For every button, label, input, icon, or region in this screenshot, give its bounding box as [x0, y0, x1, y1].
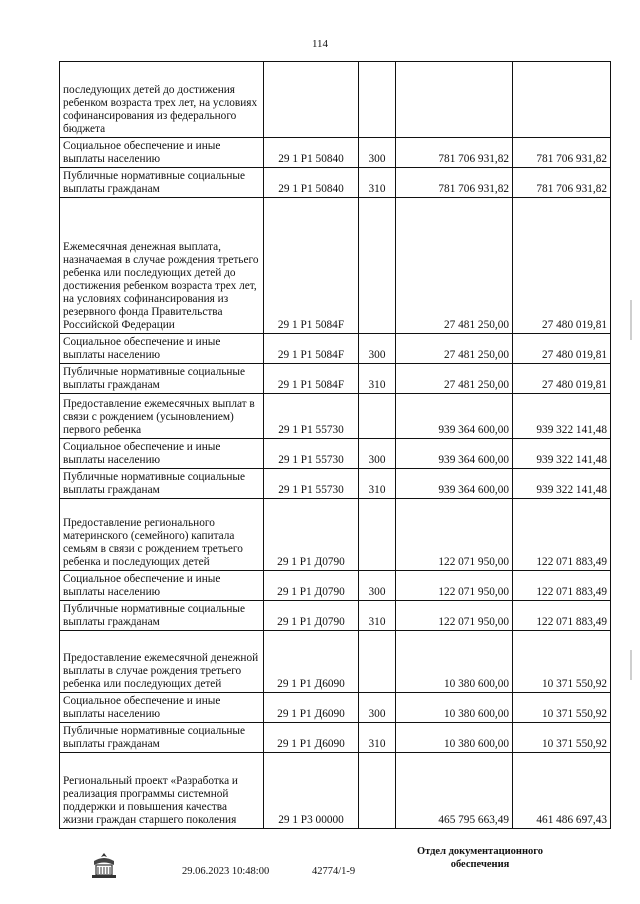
row-executed-amount: 939 322 141,48	[513, 469, 611, 499]
row-expense-type: 310	[359, 168, 396, 198]
row-name: Предоставление регионального материнского (семейного) капитала семьям в связи с рождением третьего ребенка и последующих детей	[60, 499, 264, 571]
footer-datetime: 29.06.2023 10:48:00	[182, 866, 270, 877]
footer-department	[400, 845, 560, 871]
row-name: Региональный проект «Разработка и реализация программы системной поддержки и повышения качества жизни граждан старшего поколения	[60, 753, 264, 829]
table-row	[60, 364, 611, 394]
row-expense-type: 300	[359, 693, 396, 723]
row-executed-amount	[513, 62, 611, 138]
edge-mark	[630, 300, 632, 340]
row-executed-amount: 122 071 883,49	[513, 571, 611, 601]
row-code: 29 1 P1 Д0790	[264, 601, 359, 631]
row-expense-type: 300	[359, 571, 396, 601]
row-plan-amount: 10 380 600,00	[396, 631, 513, 693]
table-row	[60, 469, 611, 499]
row-executed-amount: 10 371 550,92	[513, 723, 611, 753]
table-row	[60, 394, 611, 439]
row-name: Ежемесячная денежная выплата, назначаемая в случае рождения третьего ребенка или последующих детей до достижения ребенком возраста трех лет, на условиях софинансирования из резервного фонда Правительства Российской Федерации	[60, 198, 264, 334]
row-expense-type: 300	[359, 439, 396, 469]
row-code: 29 1 P1 Д0790	[264, 499, 359, 571]
row-code: 29 1 P1 Д6090	[264, 631, 359, 693]
row-name: Публичные нормативные социальные выплаты гражданам	[60, 364, 264, 394]
table-row	[60, 753, 611, 829]
budget-table	[59, 61, 611, 829]
footer-department-line2: обеспечения	[450, 859, 510, 870]
footer-department-line1: Отдел документационного	[416, 846, 544, 857]
row-expense-type: 310	[359, 601, 396, 631]
table-row	[60, 334, 611, 364]
row-executed-amount: 461 486 697,43	[513, 753, 611, 829]
row-plan-amount: 939 364 600,00	[396, 469, 513, 499]
row-executed-amount: 781 706 931,82	[513, 168, 611, 198]
row-code: 29 1 P3 00000	[264, 753, 359, 829]
row-code: 29 1 P1 Д0790	[264, 571, 359, 601]
row-executed-amount: 939 322 141,48	[513, 439, 611, 469]
table-row	[60, 62, 611, 138]
coat-of-arms-icon	[88, 851, 120, 881]
row-plan-amount: 122 071 950,00	[396, 601, 513, 631]
budget-table-body	[60, 62, 611, 829]
row-name: Предоставление ежемесячной денежной выплаты в случае рождения третьего ребенка или последующих детей	[60, 631, 264, 693]
edge-mark	[630, 650, 632, 680]
row-plan-amount: 122 071 950,00	[396, 499, 513, 571]
row-executed-amount: 27 480 019,81	[513, 198, 611, 334]
row-code	[264, 62, 359, 138]
row-plan-amount	[396, 62, 513, 138]
table-row	[60, 168, 611, 198]
row-plan-amount: 939 364 600,00	[396, 394, 513, 439]
row-expense-type	[359, 753, 396, 829]
row-name: Публичные нормативные социальные выплаты гражданам	[60, 601, 264, 631]
row-executed-amount: 781 706 931,82	[513, 138, 611, 168]
row-executed-amount: 122 071 883,49	[513, 601, 611, 631]
table-row	[60, 138, 611, 168]
row-name: Публичные нормативные социальные выплаты гражданам	[60, 168, 264, 198]
table-row	[60, 693, 611, 723]
row-plan-amount: 10 380 600,00	[396, 723, 513, 753]
row-code: 29 1 P1 50840	[264, 138, 359, 168]
row-expense-type	[359, 631, 396, 693]
row-expense-type: 310	[359, 364, 396, 394]
row-expense-type: 300	[359, 138, 396, 168]
row-code: 29 1 P1 5084F	[264, 364, 359, 394]
row-code: 29 1 P1 5084F	[264, 198, 359, 334]
row-name: Предоставление ежемесячных выплат в связи с рождением (усыновлением) первого ребенка	[60, 394, 264, 439]
row-name: Социальное обеспечение и иные выплаты населению	[60, 693, 264, 723]
row-name: Социальное обеспечение и иные выплаты населению	[60, 571, 264, 601]
row-name: Социальное обеспечение и иные выплаты населению	[60, 138, 264, 168]
row-code: 29 1 P1 55730	[264, 469, 359, 499]
row-executed-amount: 10 371 550,92	[513, 693, 611, 723]
table-row	[60, 571, 611, 601]
row-code: 29 1 P1 55730	[264, 394, 359, 439]
row-plan-amount: 781 706 931,82	[396, 168, 513, 198]
table-row	[60, 723, 611, 753]
row-plan-amount: 27 481 250,00	[396, 334, 513, 364]
table-row	[60, 601, 611, 631]
row-plan-amount: 122 071 950,00	[396, 571, 513, 601]
row-expense-type: 310	[359, 469, 396, 499]
row-executed-amount: 939 322 141,48	[513, 394, 611, 439]
row-name: Публичные нормативные социальные выплаты гражданам	[60, 723, 264, 753]
row-expense-type: 310	[359, 723, 396, 753]
row-name: Социальное обеспечение и иные выплаты населению	[60, 334, 264, 364]
table-row	[60, 198, 611, 334]
row-plan-amount: 939 364 600,00	[396, 439, 513, 469]
table-row	[60, 499, 611, 571]
row-expense-type	[359, 499, 396, 571]
row-name: Публичные нормативные социальные выплаты гражданам	[60, 469, 264, 499]
row-name: Социальное обеспечение и иные выплаты населению	[60, 439, 264, 469]
page-number: 114	[311, 38, 329, 50]
row-expense-type	[359, 62, 396, 138]
row-plan-amount: 27 481 250,00	[396, 364, 513, 394]
row-expense-type	[359, 394, 396, 439]
row-executed-amount: 27 480 019,81	[513, 364, 611, 394]
table-row	[60, 631, 611, 693]
row-code: 29 1 P1 55730	[264, 439, 359, 469]
table-row	[60, 439, 611, 469]
footer-document-number: 42774/1-9	[312, 866, 356, 877]
row-plan-amount: 27 481 250,00	[396, 198, 513, 334]
document-footer	[0, 845, 640, 900]
row-executed-amount: 122 071 883,49	[513, 499, 611, 571]
row-executed-amount: 27 480 019,81	[513, 334, 611, 364]
row-plan-amount: 10 380 600,00	[396, 693, 513, 723]
row-code: 29 1 P1 Д6090	[264, 693, 359, 723]
row-expense-type: 300	[359, 334, 396, 364]
row-code: 29 1 P1 5084F	[264, 334, 359, 364]
row-plan-amount: 465 795 663,49	[396, 753, 513, 829]
row-name: последующих детей до достижения ребенком возраста трех лет, на условиях софинансирования из федерального бюджета	[60, 62, 264, 138]
row-expense-type	[359, 198, 396, 334]
row-plan-amount: 781 706 931,82	[396, 138, 513, 168]
row-executed-amount: 10 371 550,92	[513, 631, 611, 693]
row-code: 29 1 P1 50840	[264, 168, 359, 198]
row-code: 29 1 P1 Д6090	[264, 723, 359, 753]
